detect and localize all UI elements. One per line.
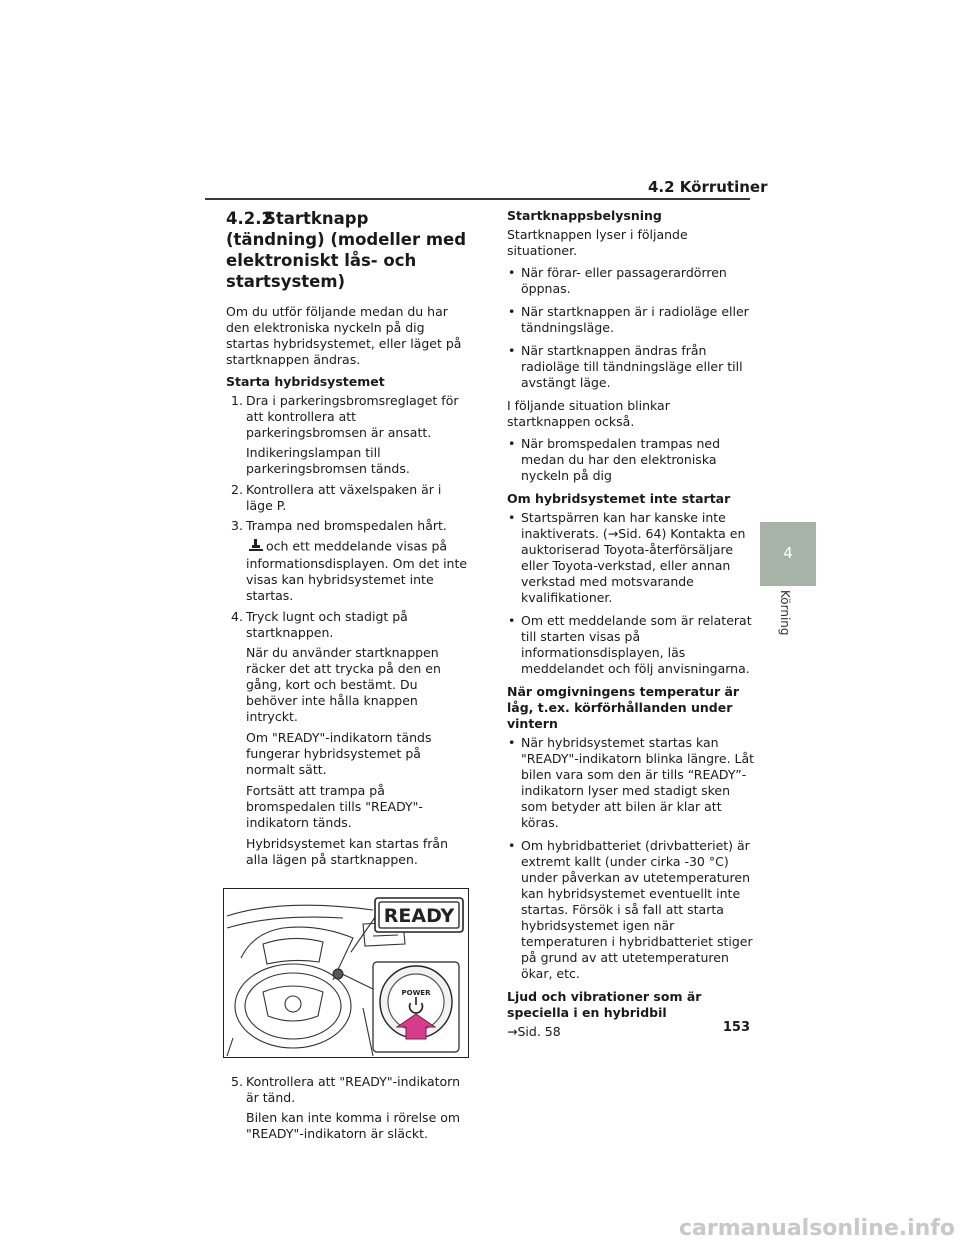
step-1-note: Indikeringslampan till parkeringsbromsen tänds. (246, 445, 410, 476)
ejstart-bullet-1: • Startspärren kan har kanske inte inaktiverats. (→Sid. 64) Kontakta en auktoriserad Toyota-återförsäljare eller Toyota-verkstad, eller annan verkstad med motsvarande kvalifikationer. (507, 510, 755, 606)
section-header: 4.2 Körrutiner (648, 178, 768, 196)
step-5-note: Bilen kan inte komma i rörelse om "READY"-indikatorn är släckt. (246, 1110, 461, 1141)
belysning-bullet-1: • När förar- eller passagerardörren öppnas. (507, 265, 755, 297)
header-rule (205, 198, 750, 200)
watermark: carmanualsonline.info (679, 1216, 955, 1241)
step-5: 5. Kontrollera att "READY"-indikatorn är tänd. (231, 1074, 460, 1105)
step-4-note-4: Hybridsystemet kan startas från alla lägen på startknappen. (246, 836, 448, 867)
left-column (226, 208, 471, 1147)
step-4-note-1: När du använder startknappen räcker det att trycka på den en gång, kort och bestämt. Du behöver inte hålla knappen intryckt. (246, 645, 441, 724)
belysning-bullet-3: • När startknappen ändras från radioläge till tändningsläge eller till avstängt läge. (507, 343, 755, 391)
step-4: 4. Tryck lugnt och stadigt på startknappen. (231, 609, 408, 640)
step-3-note: och ett meddelande visas på informationsdisplayen. Om det inte visas kan hybridsystemet inte startas. (246, 538, 468, 603)
chapter-label: Körning (778, 590, 792, 636)
intro-text: Om du utför följande medan du har den elektroniska nyckeln på dig startas hybridsystemet, eller läget på startknappen ändras. (226, 304, 462, 367)
belysning-heading: Startknappsbelysning (507, 208, 662, 223)
ready-label: READY (383, 905, 455, 927)
step-4-note-2: Om "READY"-indikatorn tänds fungerar hybridsystemet på normalt sätt. (246, 730, 432, 777)
startknapp-illustration (223, 888, 471, 1062)
right-column (507, 208, 755, 1046)
blink-intro: I följande situation blinkar startknappen också. (507, 398, 670, 429)
kyla-bullet-1: • När hybridsystemet startas kan "READY"-indikatorn blinka längre. Låt bilen vara som den är tills “READY”-indikatorn lyser med stadigt sken som betyder att bilen är klar att köras. (507, 735, 755, 831)
chapter-number: 4 (783, 544, 793, 562)
step-3: 3. Trampa ned bromspedalen hårt. (231, 518, 447, 533)
page-number: 153 (722, 1020, 750, 1035)
belysning-intro: Startknappen lyser i följande situationer. (507, 227, 688, 258)
heading-number: 4.2.2 (226, 209, 273, 228)
brake-indicator-icon (246, 538, 266, 556)
step-4-note-3: Fortsätt att trampa på bromspedalen tills "READY"-indikatorn tänds. (246, 783, 423, 830)
step-1: 1. Dra i parkeringsbromsreglaget för att kontrollera att parkeringsbromsen är ansatt. (231, 393, 459, 440)
start-subheading: Starta hybridsystemet (226, 374, 385, 389)
ejstart-heading: Om hybridsystemet inte startar (507, 491, 731, 506)
power-label: POWER (401, 989, 431, 997)
blink-bullet-1: • När bromspedalen trampas ned medan du har den elektroniska nyckeln på dig (507, 436, 755, 484)
belysning-bullet-2: • När startknappen är i radioläge eller tändningsläge. (507, 304, 755, 336)
kyla-heading: När omgivningens temperatur är låg, t.ex. körförhållanden under vintern (507, 684, 740, 731)
heading-text: Startknapp (tändning) (modeller med elektroniskt lås- och startsystem) (226, 209, 467, 291)
section-heading (226, 208, 471, 292)
step-2: 2. Kontrollera att växelspaken är i läge P. (231, 482, 442, 513)
ljud-page-ref[interactable]: →Sid. 58 (507, 1024, 561, 1039)
ejstart-bullet-2: • Om ett meddelande som är relaterat till starten visas på informationsdisplayen, läs meddelandet och följ anvisningarna. (507, 613, 755, 677)
kyla-bullet-2: • Om hybridbatteriet (drivbatteriet) är extremt kallt (under cirka -30 °C) under påverkan av utetemperaturen kan hybridsystemet eventuellt inte startas. Försök i så fall att starta hybridsystemet igen när temperaturen i hybridbatteriet stiger på grund av att utetemperaturen ökar, etc. (507, 838, 755, 982)
ljud-heading: Ljud och vibrationer som är speciella i en hybridbil (507, 989, 702, 1020)
